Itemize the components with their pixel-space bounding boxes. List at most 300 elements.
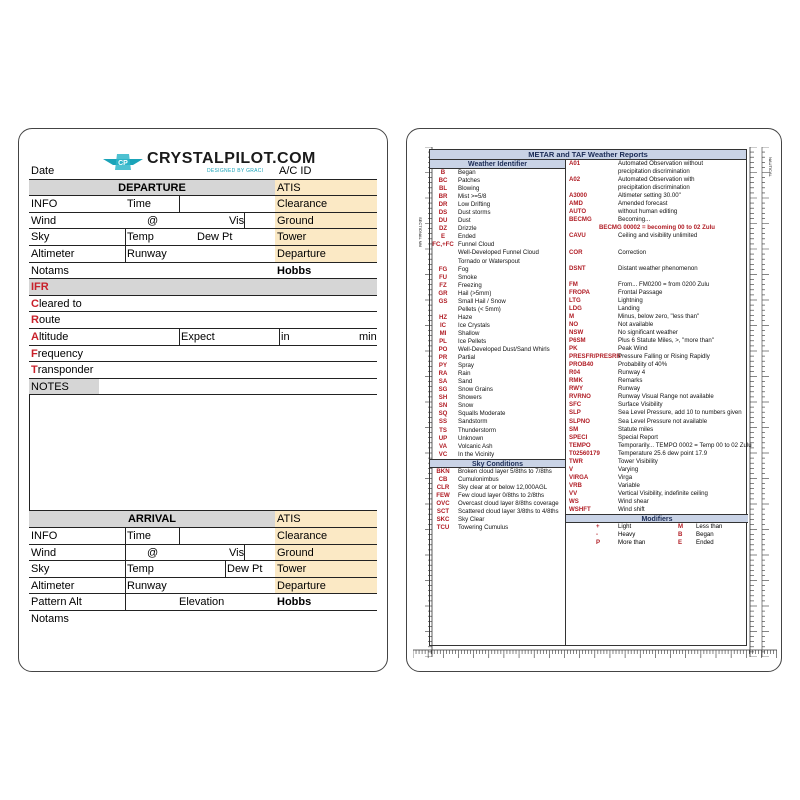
description: Thunderstorm [458, 426, 496, 434]
report-entry [566, 385, 748, 393]
description: Ceiling and visibility unlimited [618, 232, 698, 240]
code: BECMG [569, 216, 592, 224]
description: Funnel Cloud [458, 241, 495, 249]
code: SKC [436, 515, 450, 523]
report-entry [566, 450, 748, 458]
description: No significant weather [618, 328, 678, 336]
report-entry [566, 337, 748, 345]
weather-identifier-entry [430, 330, 565, 338]
report-entry [566, 240, 748, 248]
info-label: INFO [31, 198, 58, 211]
code: SM [569, 425, 579, 433]
description: Tower Visibility [618, 457, 658, 465]
freq-clearance-arr-value[interactable] [330, 528, 377, 544]
code: PRESFR/PRESRR [569, 353, 621, 361]
sky-condition-entry [430, 492, 565, 500]
description: Wind shift [618, 506, 645, 514]
description: Towering Cumulus [458, 524, 509, 532]
freq-ground-arr-value[interactable] [330, 545, 377, 561]
code: VRB [569, 481, 582, 489]
info-row-arr [29, 528, 377, 545]
report-entry [566, 345, 748, 353]
hobbs-arr-value[interactable] [330, 594, 377, 610]
description: Unknown [458, 434, 484, 442]
freq-ground-dep: Ground [275, 213, 330, 229]
freq-tower-dep: Tower [275, 229, 330, 245]
description: Lightning [618, 296, 643, 304]
weather-identifier-entry [430, 338, 565, 346]
description: Showers [458, 394, 482, 402]
info-row-dep [29, 196, 377, 213]
code: DZ [438, 225, 448, 233]
ruler-bottom [413, 649, 777, 661]
code: BC [438, 177, 448, 185]
weather-identifier-entry [430, 290, 565, 298]
arrival-title: ARRIVAL [29, 511, 275, 527]
modifier-desc: More than [618, 539, 646, 547]
code: SA [438, 378, 448, 386]
description: Wind shear [618, 497, 649, 505]
description: Varying [618, 465, 639, 473]
modifier-desc: Light [618, 523, 632, 531]
code: VA [438, 442, 447, 450]
description: Sea Level Pressure, add 10 to numbers given [618, 409, 742, 417]
time-label: Time [127, 529, 152, 542]
altitude-row [29, 329, 377, 346]
weather-identifier-entry [430, 177, 565, 185]
description: Vertical Visibility, indefinite ceiling [618, 489, 708, 497]
report-entry [566, 490, 748, 498]
code: SG [438, 386, 448, 394]
weather-identifier-entry [430, 427, 565, 435]
wind-at: @ [147, 546, 159, 559]
metar-title: METAR and TAF Weather Reports [430, 150, 746, 160]
code: T02560179 [569, 449, 600, 457]
code: A01 [569, 160, 581, 167]
code: E [440, 233, 446, 241]
code: VIRGA [569, 473, 589, 481]
sky-condition-entry [430, 508, 565, 516]
code: WSHFT [569, 506, 591, 514]
code: CLR [436, 483, 450, 491]
freq-atis-dep: ATIS [275, 180, 330, 196]
code: SLP [569, 409, 581, 417]
ruler-left-label: SECTIONAL NM [418, 217, 423, 247]
cleared-label: Cleared to [31, 297, 82, 310]
departure-grid [29, 163, 377, 627]
notes-label: NOTES [29, 379, 99, 395]
code: NO [569, 320, 579, 328]
report-entry [566, 297, 748, 305]
description: Well-Developed Dust/Sand Whirls [458, 346, 550, 354]
description: Not available [618, 320, 654, 328]
description: Rain [458, 370, 471, 378]
code: NSW [569, 328, 584, 336]
code: AMD [569, 200, 583, 208]
code: TWR [569, 457, 583, 465]
code: COR [569, 248, 583, 256]
code: GS [438, 297, 448, 305]
weather-identifier-entry [430, 217, 565, 225]
ruler-right-label: NAUTICAL [768, 157, 773, 177]
pattern-row-arr [29, 594, 377, 611]
modifier-code: P [596, 539, 601, 547]
pattern-alt-label: Pattern Alt [31, 596, 82, 609]
frequency-row [29, 346, 377, 363]
description: Automated Observation with [618, 176, 695, 184]
code: A02 [569, 176, 581, 184]
transponder-label: Transponder [31, 364, 94, 377]
description: Smoke [458, 273, 477, 281]
departure-header-row [29, 180, 377, 197]
arrival-header-row [29, 511, 377, 528]
freq-tower-arr: Tower [275, 561, 330, 577]
acid-label: A/C ID [279, 165, 312, 177]
description: Patches [458, 177, 481, 185]
code: B [440, 169, 446, 176]
report-entry [566, 192, 748, 200]
reports-list [566, 160, 752, 514]
report-entry [566, 506, 748, 514]
weather-identifier-entry [430, 394, 565, 402]
description: Runway Visual Range not available [618, 393, 714, 401]
freq-departure-dep: Departure [275, 246, 330, 262]
description: without human editing [618, 208, 678, 216]
freq-clearance-arr: Clearance [275, 528, 330, 544]
description: Virga [618, 473, 633, 481]
wind-at: @ [147, 214, 159, 227]
description: Surface Visibility [618, 401, 663, 409]
report-entry [566, 168, 748, 176]
code: HZ [438, 313, 448, 321]
weather-identifier-entry [430, 169, 565, 177]
altimeter-label: Altimeter [31, 247, 75, 260]
code: M [569, 312, 575, 320]
elevation-label: Elevation [179, 596, 225, 609]
modifier-row [566, 531, 748, 539]
modifier-row [566, 523, 748, 531]
code: RA [438, 370, 448, 378]
report-entry [566, 466, 748, 474]
freq-ground-dep-value[interactable] [330, 213, 377, 229]
code: DS [438, 209, 448, 217]
code: FM [569, 280, 578, 288]
expect-label: Expect [181, 330, 215, 343]
report-entry [566, 216, 748, 224]
weather-identifier-entry [430, 451, 565, 459]
description: From... FM0200 = from 0200 Zulu [618, 280, 710, 288]
modifier-desc: Ended [696, 539, 714, 547]
report-entry [566, 474, 748, 482]
wind-row-dep [29, 213, 377, 230]
sky-condition-entry [430, 516, 565, 524]
code: A3000 [569, 192, 587, 200]
freq-atis-arr: ATIS [275, 511, 330, 527]
runway-label: Runway [127, 247, 167, 260]
code: SN [438, 402, 448, 410]
report-entry [566, 289, 748, 297]
report-entry [566, 176, 748, 184]
notams-row-arr [29, 611, 377, 628]
transponder-row [29, 362, 377, 379]
code: LTG [569, 296, 581, 304]
description: precipitation discrimination [618, 168, 690, 176]
report-entry [566, 409, 748, 417]
report-entry [566, 458, 748, 466]
description: Probability of 40% [618, 361, 668, 369]
description: Dust [458, 217, 471, 225]
description: Remarks [618, 377, 643, 385]
code: FEW [436, 491, 450, 499]
description: Overcast cloud layer 8/8ths coverage [458, 499, 559, 507]
modifier-code: M [678, 523, 684, 531]
brand-tagline: DESIGNED BY GRACI [207, 168, 264, 174]
weather-identifier-entry [430, 209, 565, 217]
code: PROB40 [569, 361, 594, 369]
freq-atis-dep-value[interactable] [330, 180, 377, 196]
description: Pellets (< 5mm) [458, 305, 501, 313]
code: PL [439, 337, 447, 345]
report-entry [566, 200, 748, 208]
description: Hail (>5mm) [458, 289, 492, 297]
hobbs-dep-value[interactable] [330, 263, 377, 279]
weather-identifier-entry [430, 378, 565, 386]
weather-identifier-entry [430, 249, 565, 257]
report-entry [566, 498, 748, 506]
weather-identifier-entry [430, 402, 565, 410]
code: FZ [439, 281, 447, 289]
weather-identifier-entry [430, 266, 565, 274]
freq-clearance-dep-value[interactable] [330, 196, 377, 212]
code: PY [438, 362, 448, 370]
code: BKN [436, 467, 450, 475]
code: RWY [569, 385, 584, 393]
description: Sky Clear [458, 515, 485, 523]
report-entry [566, 426, 748, 434]
description: Runway 4 [618, 369, 646, 377]
cleared-row [29, 296, 377, 313]
report-entry [566, 393, 748, 401]
report-entry [566, 329, 748, 337]
description: precipitation discrimination [618, 184, 690, 192]
date-label: Date [31, 165, 55, 177]
code: RVRNO [569, 393, 591, 401]
description: Freezing [458, 281, 482, 289]
code: BL [438, 185, 448, 193]
description: Statute miles [618, 425, 654, 433]
description: Spray [458, 362, 474, 370]
code: RMK [569, 377, 583, 385]
code: SH [438, 394, 448, 402]
description: Plus 6 Statute Miles, >, "more than" [618, 337, 714, 345]
code: PO [438, 346, 448, 354]
altimeter-label: Altimeter [31, 579, 75, 592]
description: Few cloud layer 0/8ths to 2/8ths [458, 491, 545, 499]
description: Becoming... [618, 216, 651, 224]
code: V [569, 465, 574, 473]
description: Minus, below zero, "less than" [618, 312, 700, 320]
description: Blowing [458, 185, 480, 193]
report-entry [566, 249, 748, 257]
altimeter-row-dep [29, 246, 377, 263]
freq-atis-arr-value[interactable] [330, 511, 377, 527]
description: Ice Pellets [458, 337, 487, 345]
freq-departure-arr-value[interactable] [330, 578, 377, 594]
code: AUTO [569, 208, 587, 216]
description: Ice Crystals [458, 321, 490, 329]
weather-identifier-entry [430, 185, 565, 193]
description: Cumulonimbus [458, 475, 499, 483]
description: Snow [458, 402, 474, 410]
weather-identifier-entry [430, 346, 565, 354]
code: CAVU [569, 232, 586, 240]
notes-area[interactable] [29, 395, 377, 511]
weather-identifier-entry [430, 282, 565, 290]
weather-identifier-entry [430, 354, 565, 362]
sky-label: Sky [31, 563, 50, 576]
weather-identifier-entry [430, 274, 565, 282]
freq-departure-dep-value[interactable] [330, 246, 377, 262]
modifiers-title: Modifiers [566, 514, 748, 523]
code: DU [438, 217, 448, 225]
altimeter-row-arr [29, 578, 377, 595]
route-label: Route [31, 314, 61, 327]
description: Variable [618, 481, 640, 489]
weather-identifier-entry [430, 225, 565, 233]
code: TS [439, 426, 447, 434]
modifiers-list [566, 523, 748, 547]
weather-identifier-entry [430, 314, 565, 322]
description: Temporarily... TEMPO 0002 = Temp 00 to 02 Zulu [618, 441, 752, 449]
modifier-code: + [596, 523, 600, 531]
freq-tower-arr-value[interactable] [330, 561, 377, 577]
report-entry [566, 401, 748, 409]
report-entry [566, 418, 748, 426]
report-entry [566, 369, 748, 377]
weather-identifier-list [430, 169, 565, 459]
freq-ground-arr: Ground [275, 545, 330, 561]
code: SQ [438, 410, 448, 418]
report-entry [566, 184, 748, 192]
code: FROPA [569, 288, 590, 296]
freq-tower-dep-value[interactable] [330, 229, 377, 245]
weather-identifier-entry [430, 370, 565, 378]
description: Amended forecast [618, 200, 668, 208]
description: Partial [458, 354, 476, 362]
weather-identifier-entry [430, 443, 565, 451]
hobbs-arr: Hobbs [275, 594, 330, 610]
modifier-row [566, 539, 748, 547]
code: R04 [569, 369, 581, 377]
description: Ended [458, 233, 476, 241]
report-entry: BECMG 00002 = becoming 00 to 02 Zulu [599, 224, 715, 232]
code: VC [438, 450, 448, 458]
code: SFC [569, 401, 582, 409]
description: Volcanic Ash [458, 442, 493, 450]
info-label: INFO [31, 529, 58, 542]
modifier-desc: Heavy [618, 531, 636, 539]
description: Broken cloud layer 5/8ths to 7/8ths [458, 467, 552, 475]
description: Altimeter setting 30.00" [618, 192, 681, 200]
code: VV [569, 489, 578, 497]
code: SCT [436, 507, 450, 515]
description: Sand [458, 378, 473, 386]
min-label: min [359, 330, 377, 343]
description: Correction [618, 248, 647, 256]
runway-label: Runway [127, 579, 167, 592]
wind-label: Wind [31, 214, 57, 227]
report-entry [566, 313, 748, 321]
report-entry [566, 273, 748, 281]
code: WS [569, 497, 579, 505]
modifier-code: B [678, 531, 683, 539]
sky-condition-entry [430, 500, 565, 508]
report-entry [566, 232, 748, 240]
weather-identifier-column [430, 160, 566, 646]
report-entry [566, 208, 748, 216]
report-entry [566, 361, 748, 369]
code: PK [569, 345, 578, 353]
description: Fog [458, 265, 469, 273]
sky-row-dep [29, 229, 377, 246]
notams-label: Notams [31, 264, 69, 277]
weather-identifier-entry [430, 322, 565, 330]
altitude-label: Altitude [31, 330, 69, 343]
dewpt-label: Dew Pt [227, 563, 263, 576]
time-label: Time [127, 198, 152, 211]
weather-identifier-entry [430, 193, 565, 201]
report-entry [566, 377, 748, 385]
freq-clearance-dep: Clearance [275, 196, 330, 212]
code: P6SM [569, 337, 586, 345]
brand-name: CRYSTALPILOT.COM [147, 150, 316, 167]
description: Drizzle [458, 225, 477, 233]
modifier-desc: Less than [696, 523, 723, 531]
sky-condition-entry [430, 524, 565, 532]
description: Scattered cloud layer 3/8ths to 4/8ths [458, 507, 559, 515]
description: Landing [618, 304, 640, 312]
sky-condition-entry [430, 484, 565, 492]
weather-identifier-entry [430, 362, 565, 370]
description: Small Hail / Snow [458, 297, 506, 305]
code: SLPNO [569, 417, 590, 425]
description: In the Vicinity [458, 450, 495, 458]
code: FC,+FC [432, 241, 454, 249]
report-entry [566, 160, 748, 168]
wind-label: Wind [31, 546, 57, 559]
code: DR [438, 201, 448, 209]
weather-identifier-entry [430, 306, 565, 314]
frequency-label: Frequency [31, 347, 83, 360]
modifier-code: E [678, 539, 683, 547]
code: SS [438, 418, 448, 426]
description: Snow Grains [458, 386, 493, 394]
code: UP [438, 434, 448, 442]
code: TCU [436, 524, 450, 532]
code: CB [438, 475, 448, 483]
notams-label: Notams [31, 612, 69, 625]
ruler-right [749, 147, 775, 657]
code: FG [438, 265, 448, 273]
departure-title: DEPARTURE [29, 180, 275, 196]
report-entry [566, 265, 748, 273]
description: Squalls Moderate [458, 410, 506, 418]
freq-departure-arr: Departure [275, 578, 330, 594]
weather-identifier-title: Weather Identifier [430, 160, 565, 169]
code: PR [438, 354, 448, 362]
description: Sky clear at or below 12,000AGL [458, 483, 548, 491]
description: Special Report [618, 433, 658, 441]
